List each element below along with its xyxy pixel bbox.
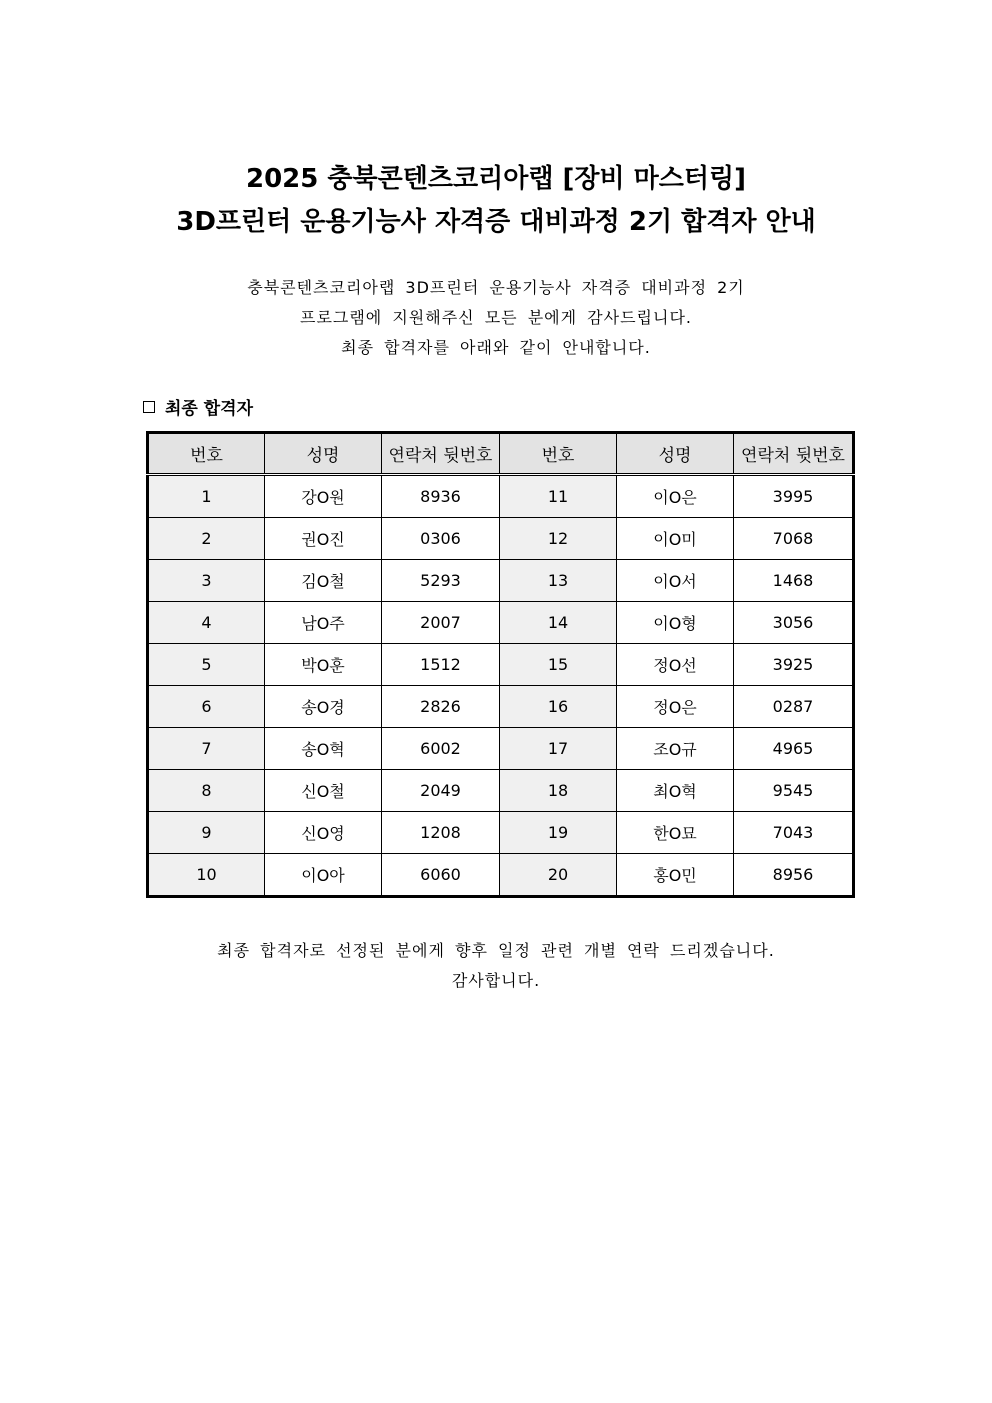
cell-name: 김O철 (265, 560, 382, 602)
table-row (148, 602, 854, 644)
cell-contact: 9545 (734, 770, 854, 812)
cell-contact: 0306 (382, 518, 500, 560)
cell-contact: 2007 (382, 602, 500, 644)
cell-name: 송O경 (265, 686, 382, 728)
section-heading-label: 최종 합격자 (165, 399, 254, 419)
cell-contact: 0287 (734, 686, 854, 728)
table-row (148, 644, 854, 686)
table-row (148, 854, 854, 897)
header-contact: 연락처 뒷번호 (734, 433, 854, 475)
cell-contact: 3925 (734, 644, 854, 686)
table-header-row (148, 433, 854, 475)
cell-name: 최O혁 (617, 770, 734, 812)
cell-name: 이O미 (617, 518, 734, 560)
closing-line-1: 최종 합격자로 선정된 분에게 향후 일정 관련 개별 연락 드리겠습니다. (217, 941, 775, 960)
cell-contact: 1512 (382, 644, 500, 686)
cell-name: 박O훈 (265, 644, 382, 686)
section-heading (143, 394, 253, 419)
title-line-1: 2025 충북콘텐츠코리아랩 [장비 마스터링] (245, 164, 747, 194)
results-table (146, 431, 855, 898)
table-row (148, 728, 854, 770)
cell-name: 신O영 (265, 812, 382, 854)
cell-name: 조O규 (617, 728, 734, 770)
cell-name: 신O철 (265, 770, 382, 812)
cell-number: 15 (500, 644, 617, 686)
cell-number: 19 (500, 812, 617, 854)
cell-contact: 6002 (382, 728, 500, 770)
cell-name: 한O묘 (617, 812, 734, 854)
table-row (148, 686, 854, 728)
cell-number: 10 (148, 854, 265, 897)
header-number: 번호 (500, 433, 617, 475)
cell-contact: 4965 (734, 728, 854, 770)
cell-number: 16 (500, 686, 617, 728)
cell-name: 남O주 (265, 602, 382, 644)
closing-line-2: 감사합니다. (451, 971, 541, 990)
cell-number: 2 (148, 518, 265, 560)
cell-name: 이O형 (617, 602, 734, 644)
cell-name: 강O원 (265, 475, 382, 518)
cell-number: 11 (500, 475, 617, 518)
cell-name: 송O혁 (265, 728, 382, 770)
intro-paragraph (0, 273, 992, 363)
cell-contact: 6060 (382, 854, 500, 897)
cell-contact: 3056 (734, 602, 854, 644)
cell-contact: 3995 (734, 475, 854, 518)
cell-number: 17 (500, 728, 617, 770)
header-name: 성명 (265, 433, 382, 475)
cell-name: 정O선 (617, 644, 734, 686)
cell-contact: 2049 (382, 770, 500, 812)
square-bullet-icon (143, 401, 155, 413)
table-row (148, 812, 854, 854)
cell-number: 1 (148, 475, 265, 518)
cell-number: 18 (500, 770, 617, 812)
cell-name: 홍O민 (617, 854, 734, 897)
cell-number: 7 (148, 728, 265, 770)
cell-number: 9 (148, 812, 265, 854)
cell-contact: 7043 (734, 812, 854, 854)
cell-name: 권O진 (265, 518, 382, 560)
cell-number: 14 (500, 602, 617, 644)
cell-number: 3 (148, 560, 265, 602)
cell-number: 12 (500, 518, 617, 560)
cell-number: 5 (148, 644, 265, 686)
header-number: 번호 (148, 433, 265, 475)
cell-number: 20 (500, 854, 617, 897)
closing-paragraph (0, 936, 992, 996)
table-row (148, 770, 854, 812)
title-line-2: 3D프린터 운용기능사 자격증 대비과정 2기 합격자 안내 (176, 207, 816, 237)
table-row (148, 560, 854, 602)
cell-number: 6 (148, 686, 265, 728)
cell-contact: 8936 (382, 475, 500, 518)
table-body (148, 475, 854, 897)
intro-line-1: 충북콘텐츠코리아랩 3D프린터 운용기능사 자격증 대비과정 2기 (247, 278, 745, 297)
cell-contact: 2826 (382, 686, 500, 728)
cell-number: 4 (148, 602, 265, 644)
table-row (148, 475, 854, 518)
cell-contact: 1208 (382, 812, 500, 854)
cell-contact: 5293 (382, 560, 500, 602)
header-name: 성명 (617, 433, 734, 475)
cell-name: 이O서 (617, 560, 734, 602)
cell-name: 정O은 (617, 686, 734, 728)
cell-name: 이O은 (617, 475, 734, 518)
cell-contact: 7068 (734, 518, 854, 560)
intro-line-3: 최종 합격자를 아래와 같이 안내합니다. (341, 338, 651, 357)
header-contact: 연락처 뒷번호 (382, 433, 500, 475)
cell-number: 8 (148, 770, 265, 812)
cell-number: 13 (500, 560, 617, 602)
cell-name: 이O아 (265, 854, 382, 897)
intro-line-2: 프로그램에 지원해주신 모든 분에게 감사드립니다. (299, 308, 692, 327)
cell-contact: 1468 (734, 560, 854, 602)
document-title (0, 158, 992, 244)
table-row (148, 518, 854, 560)
cell-contact: 8956 (734, 854, 854, 897)
